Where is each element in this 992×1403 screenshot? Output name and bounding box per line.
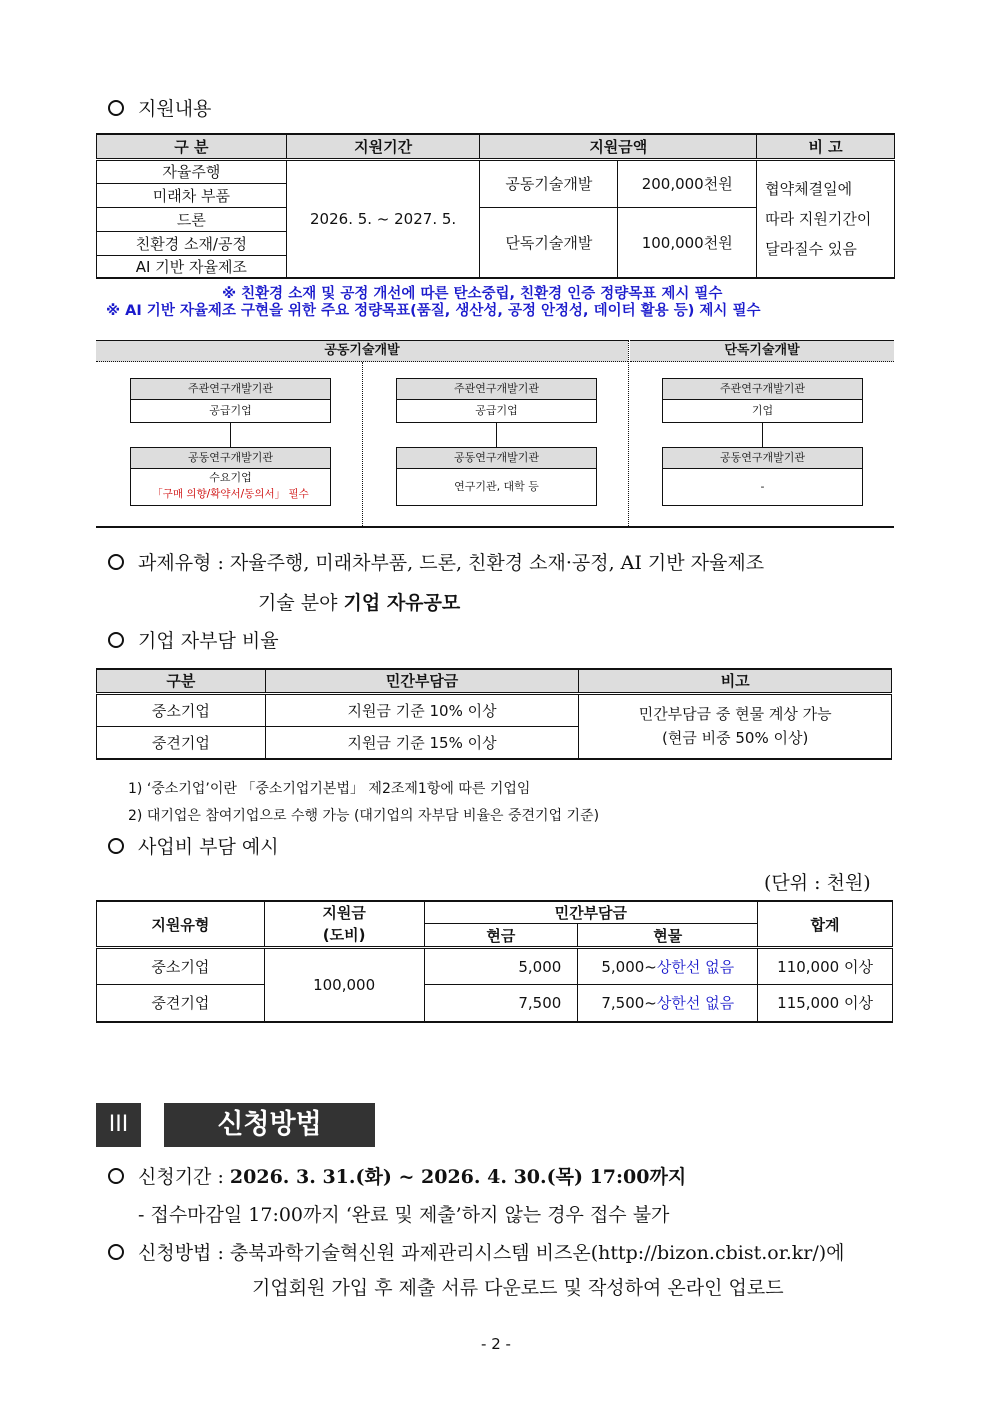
header-type: 지원유형 bbox=[97, 901, 265, 948]
joint-label: 공동기술개발 bbox=[96, 340, 628, 362]
header-type: 구분 bbox=[97, 669, 266, 693]
single-label: 단독기술개발 bbox=[630, 340, 894, 362]
org-box-partner: 공동연구개발기관 연구기관, 대학 등 bbox=[396, 447, 597, 506]
org-box-partner: 공동연구개발기관 수요기업 「구매 의향/확약서/동의서」 필수 bbox=[130, 447, 331, 506]
divider bbox=[362, 362, 363, 526]
apply-method: 신청방법 : 충북과학기술혁신원 과제관리시스템 비즈온(http://bizon.cbist.or.kr/)에 bbox=[108, 1238, 845, 1265]
footnote-1: 1) ‘중소기업’이란 「중소기업기본법」 제2조제1항에 따른 기업임 bbox=[128, 781, 531, 797]
example-heading: 사업비 부담 예시 bbox=[108, 832, 279, 859]
apply-period-note: - 접수마감일 17:00까지 ‘완료 및 제출’하지 않는 경우 접수 불가 bbox=[138, 1204, 670, 1226]
org-box-lead: 주관연구개발기관 공급기업 bbox=[396, 378, 597, 423]
category-cell: 미래차 부품 bbox=[97, 183, 287, 207]
cash-value: 5,000 bbox=[424, 948, 578, 985]
header-kind: 현물 bbox=[578, 924, 758, 948]
apply-period: 신청기간 : 2026. 3. 31.(화) ~ 2026. 4. 30.(목) 17:00까지 bbox=[108, 1162, 686, 1189]
amount-cell: 100,000천원 bbox=[618, 207, 757, 278]
connector-line bbox=[496, 423, 497, 447]
kind-value: 5,000~상한선 없음 bbox=[578, 948, 758, 985]
burden-ratio: 지원금 기준 10% 이상 bbox=[265, 693, 579, 726]
support-heading: 지원내용 bbox=[108, 94, 211, 121]
category-cell: 친환경 소재/공정 bbox=[97, 231, 287, 255]
section-number: III bbox=[96, 1103, 141, 1147]
header-note: 비고 bbox=[579, 669, 892, 693]
cash-value: 7,500 bbox=[424, 985, 578, 1022]
example-type: 중견기업 bbox=[97, 985, 265, 1022]
total-value: 110,000 이상 bbox=[758, 948, 893, 985]
note-cell: 협약체결일에 따라 지원기간이 달라질수 있음 bbox=[757, 159, 895, 278]
org-diagram bbox=[96, 340, 894, 528]
type-cell: 공동기술개발 bbox=[480, 159, 618, 207]
bullet-circle-icon bbox=[108, 100, 124, 116]
example-type: 중소기업 bbox=[97, 948, 265, 985]
total-value: 115,000 이상 bbox=[758, 985, 893, 1022]
example-table bbox=[96, 900, 893, 1023]
org-box-lead: 주관연구개발기관 공급기업 bbox=[130, 378, 331, 423]
category-cell: 드론 bbox=[97, 207, 287, 231]
header-category: 구 분 bbox=[97, 134, 287, 159]
note-carbon: ※ 친환경 소재 및 공정 개선에 따른 탄소중립, 친환경 인증 정량목표 제시 필수 bbox=[222, 286, 723, 302]
bullet-circle-icon bbox=[108, 554, 124, 570]
header-grant: 지원금 (도비) bbox=[264, 901, 424, 948]
org-box-lead: 주관연구개발기관 기업 bbox=[662, 378, 863, 423]
task-type-line2: 기술 분야 기업 자유공모 bbox=[258, 592, 461, 614]
burden-type: 중견기업 bbox=[97, 726, 266, 759]
grant-value: 100,000 bbox=[264, 948, 424, 1022]
header-total: 합계 bbox=[758, 901, 893, 948]
footnote-2: 2) 대기업은 참여기업으로 수행 가능 (대기업의 자부담 비율은 중견기업 기준) bbox=[128, 808, 600, 824]
divider bbox=[628, 340, 629, 526]
kind-value: 7,500~상한선 없음 bbox=[578, 985, 758, 1022]
bullet-circle-icon bbox=[108, 838, 124, 854]
org-box-partner: 공동연구개발기관 - bbox=[662, 447, 863, 506]
amount-cell: 200,000천원 bbox=[618, 159, 757, 207]
connector-line bbox=[762, 423, 763, 447]
category-cell: 자율주행 bbox=[97, 159, 287, 183]
header-note: 비 고 bbox=[757, 134, 895, 159]
header-amount: 지원금액 bbox=[480, 134, 757, 159]
note-ai: ※ AI 기반 자율제조 구현을 위한 주요 정량목표(품질, 생산성, 공정 안정성, 데이터 활용 등) 제시 필수 bbox=[106, 303, 761, 319]
task-type-line: 과제유형 : 자율주행, 미래차부품, 드론, 친환경 소재·공정, AI 기반 자율제조 bbox=[108, 548, 764, 575]
header-private: 민간부담금 bbox=[424, 901, 758, 924]
header-cash: 현금 bbox=[424, 924, 578, 948]
category-cell: AI 기반 자율제조 bbox=[97, 255, 287, 278]
header-private: 민간부담금 bbox=[265, 669, 579, 693]
connector-line bbox=[230, 423, 231, 447]
bullet-circle-icon bbox=[108, 1244, 124, 1260]
burden-type: 중소기업 bbox=[97, 693, 266, 726]
bullet-circle-icon bbox=[108, 632, 124, 648]
section-title: 신청방법 bbox=[164, 1103, 375, 1147]
header-period: 지원기간 bbox=[286, 134, 480, 159]
period-cell: 2026. 5. ~ 2027. 5. bbox=[286, 159, 480, 278]
burden-ratio: 지원금 기준 15% 이상 bbox=[265, 726, 579, 759]
burden-heading: 기업 자부담 비율 bbox=[108, 626, 279, 653]
type-cell: 단독기술개발 bbox=[480, 207, 618, 278]
page-number: - 2 - bbox=[481, 1335, 511, 1353]
burden-note: 민간부담금 중 현물 계상 가능 (현금 비중 50% 이상) bbox=[579, 693, 892, 759]
apply-method-line2: 기업회원 가입 후 제출 서류 다운로드 및 작성하여 온라인 업로드 bbox=[252, 1277, 784, 1299]
support-table bbox=[96, 133, 895, 279]
burden-table bbox=[96, 668, 892, 760]
purchase-intent-note: 「구매 의향/확약서/동의서」 필수 bbox=[152, 488, 309, 500]
bullet-circle-icon bbox=[108, 1168, 124, 1184]
unit-label: (단위 : 천원) bbox=[764, 872, 871, 894]
